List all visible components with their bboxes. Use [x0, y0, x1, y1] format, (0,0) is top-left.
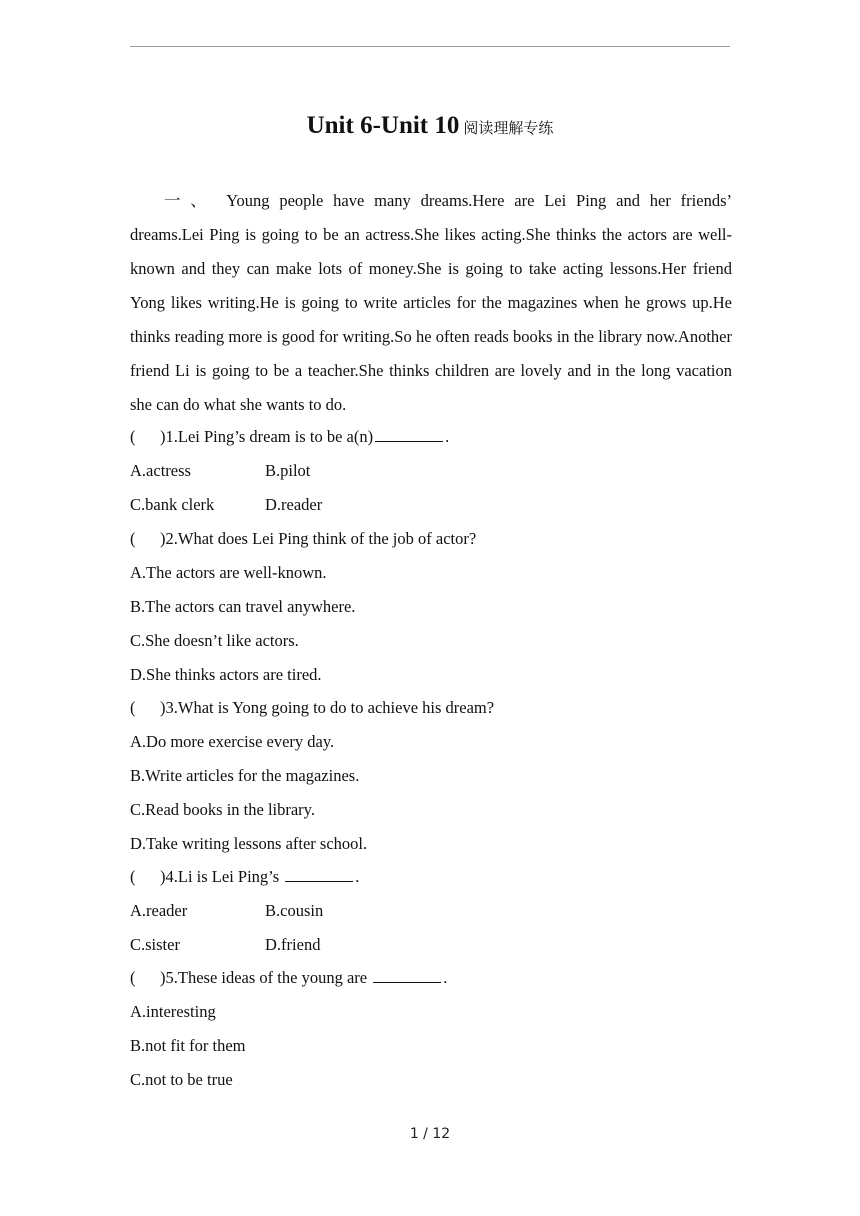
option-c: C.bank clerk	[130, 495, 215, 514]
page-number: 1 / 12	[409, 1126, 451, 1142]
option-b: B.Write articles for the magazines.	[130, 766, 360, 785]
question-1	[130, 427, 449, 447]
question-5	[130, 968, 447, 988]
header-rule	[130, 46, 730, 47]
question-3-stem: )3.What is Yong going to do to achieve his dream?	[160, 698, 495, 717]
question-2	[130, 529, 476, 549]
option-a: A.The actors are well-known.	[130, 563, 327, 582]
option-d: D.friend	[265, 935, 321, 954]
question-1-end: .	[445, 427, 450, 446]
option-a: A.actress	[130, 461, 191, 480]
question-4-options-row-2	[130, 935, 321, 955]
question-3	[130, 698, 494, 718]
option-d: D.She thinks actors are tired.	[130, 665, 322, 684]
question-4-stem: )4.Li is Lei Ping’s	[160, 867, 280, 886]
question-4-end: .	[355, 867, 360, 886]
option-b: B.not fit for them	[130, 1036, 246, 1055]
answer-paren: (	[130, 968, 136, 987]
option-c: C.not to be true	[130, 1070, 233, 1089]
title-main: Unit 6-Unit 10	[306, 112, 460, 139]
answer-blank	[375, 427, 443, 442]
answer-paren: (	[130, 867, 136, 886]
question-5-stem: )5.These ideas of the young are	[160, 968, 368, 987]
question-2-stem: )2.What does Lei Ping think of the job of actor?	[160, 529, 477, 548]
option-c: C.sister	[130, 935, 180, 954]
reading-passage	[130, 184, 732, 422]
question-4-options-row-1	[130, 901, 324, 921]
option-d: D.Take writing lessons after school.	[130, 834, 368, 853]
option-a: A.Do more exercise every day.	[130, 732, 335, 751]
question-1-options-row-2	[130, 495, 323, 515]
option-c: C.Read books in the library.	[130, 800, 315, 819]
page-title	[0, 112, 860, 140]
title-cn: 阅读理解专练	[463, 119, 554, 137]
answer-paren: (	[130, 529, 136, 548]
answer-blank	[373, 968, 441, 983]
question-1-stem: )1.Lei Ping’s dream is to be a(n)	[160, 427, 374, 446]
option-c: C.She doesn’t like actors.	[130, 631, 299, 650]
option-b: B.pilot	[265, 461, 311, 480]
option-a: A.reader	[130, 901, 188, 920]
answer-blank	[285, 867, 353, 882]
question-5-end: .	[443, 968, 448, 987]
answer-paren: (	[130, 698, 136, 717]
option-b: B.cousin	[265, 901, 324, 920]
section-number: 一、	[164, 191, 217, 210]
passage-text: Young people have many dreams.Here are Lei Ping and her friends’ dreams.Lei Ping is going to be an actress.She likes acting.She thinks the actors are well-known and they can make lots of money.She is going to take acting lessons.Her friend Yong likes writing.He is going to write articles for the magazines when he grows up.He thinks reading more is good for writing.So he often reads books in the library now.Another friend Li is going to be a teacher.She thinks children are lovely and in the long vacation she can do what she wants to do.	[130, 191, 732, 414]
option-d: D.reader	[265, 495, 323, 514]
option-a: A.interesting	[130, 1002, 216, 1021]
answer-paren: (	[130, 427, 136, 446]
question-1-options-row-1	[130, 461, 311, 481]
question-4	[130, 867, 359, 887]
option-b: B.The actors can travel anywhere.	[130, 597, 356, 616]
